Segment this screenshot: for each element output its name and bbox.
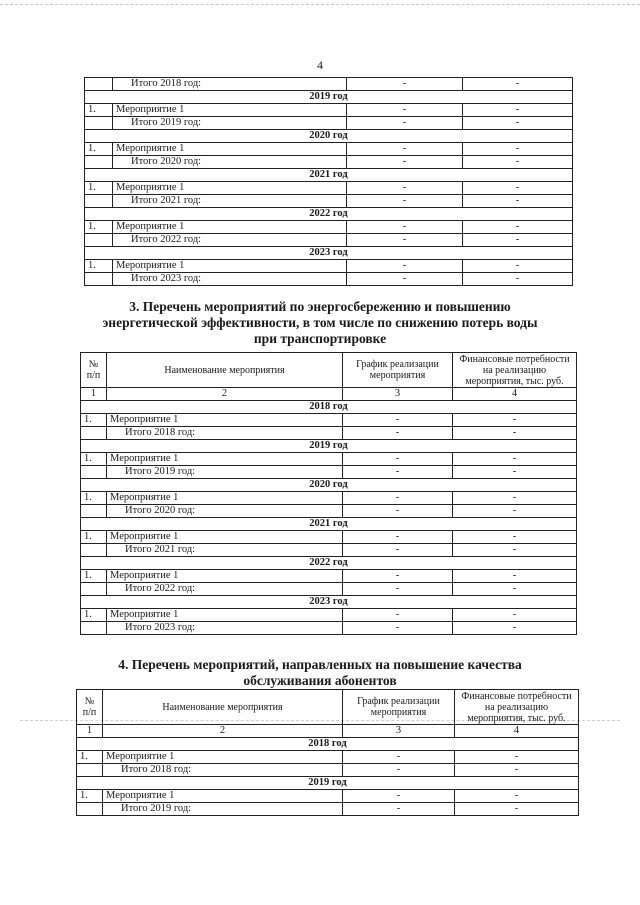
row-number <box>85 195 113 208</box>
total-row <box>85 117 573 130</box>
total-row <box>85 273 573 286</box>
finance-value: - <box>453 622 577 635</box>
section4-header-row <box>77 690 579 725</box>
total-row <box>81 544 577 557</box>
section3-title <box>0 299 640 347</box>
total-row <box>85 78 573 91</box>
event-name: Мероприятие 1 <box>113 182 347 195</box>
schedule-value: - <box>347 182 463 195</box>
colnum-1: 1 <box>81 388 107 401</box>
total-label: Итого 2020 год: <box>107 505 343 518</box>
year-row <box>85 91 573 104</box>
header-num: № п/п <box>77 690 103 725</box>
year-row <box>81 557 577 570</box>
total-row <box>81 583 577 596</box>
total-label: Итого 2021 год: <box>113 195 347 208</box>
schedule-value: - <box>347 221 463 234</box>
table-row <box>85 104 573 117</box>
year-label: 2019 год <box>77 777 579 790</box>
finance-value: - <box>453 414 577 427</box>
finance-value: - <box>453 583 577 596</box>
year-label: 2018 год <box>77 738 579 751</box>
row-number <box>85 117 113 130</box>
schedule-value: - <box>343 492 453 505</box>
schedule-value: - <box>343 453 453 466</box>
schedule-value: - <box>343 622 453 635</box>
finance-value: - <box>463 143 573 156</box>
schedule-value: - <box>343 751 455 764</box>
schedule-value: - <box>343 803 455 816</box>
finance-value: - <box>453 453 577 466</box>
row-number: 1. <box>81 531 107 544</box>
finance-value: - <box>463 182 573 195</box>
table-row <box>85 182 573 195</box>
row-number <box>81 622 107 635</box>
total-label: Итого 2018 год: <box>103 764 343 777</box>
row-number: 1. <box>77 751 103 764</box>
section4-table-body <box>77 738 579 816</box>
total-row <box>81 622 577 635</box>
colnum-4: 4 <box>453 388 577 401</box>
section4-colnum-row <box>77 725 579 738</box>
finance-value: - <box>463 195 573 208</box>
year-label: 2021 год <box>85 169 573 182</box>
schedule-value: - <box>347 260 463 273</box>
year-row <box>77 738 579 751</box>
finance-value: - <box>453 609 577 622</box>
total-row <box>85 156 573 169</box>
event-name: Мероприятие 1 <box>107 531 343 544</box>
schedule-value: - <box>347 78 463 91</box>
schedule-value: - <box>343 609 453 622</box>
total-row <box>81 505 577 518</box>
total-label: Итого 2018 год: <box>113 78 347 91</box>
header-schedule: График реализации мероприятия <box>343 353 453 388</box>
row-number: 1. <box>85 182 113 195</box>
colnum-1: 1 <box>77 725 103 738</box>
total-label: Итого 2022 год: <box>107 583 343 596</box>
finance-value: - <box>455 790 579 803</box>
finance-value: - <box>453 466 577 479</box>
header-name: Наименование мероприятия <box>103 690 343 725</box>
row-number: 1. <box>85 260 113 273</box>
header-schedule: График реализации мероприятия <box>343 690 455 725</box>
header-finance: Финансовые потребности на реализацию мероприятия, тыс. руб. <box>455 690 579 725</box>
row-number <box>85 156 113 169</box>
schedule-value: - <box>343 427 453 440</box>
finance-value: - <box>455 803 579 816</box>
event-name: Мероприятие 1 <box>113 260 347 273</box>
year-row <box>81 440 577 453</box>
finance-value: - <box>455 751 579 764</box>
table-continuation-body <box>85 78 573 286</box>
row-number: 1. <box>85 104 113 117</box>
schedule-value: - <box>343 570 453 583</box>
total-label: Итого 2022 год: <box>113 234 347 247</box>
row-number: 1. <box>85 143 113 156</box>
finance-value: - <box>453 570 577 583</box>
row-number: 1. <box>81 453 107 466</box>
section3-title-line2: энергетической эффективности, в том числе по снижению потерь воды <box>102 315 538 330</box>
year-row <box>85 169 573 182</box>
year-label: 2018 год <box>81 401 577 414</box>
finance-value: - <box>453 544 577 557</box>
row-number: 1. <box>77 790 103 803</box>
schedule-value: - <box>347 117 463 130</box>
row-number <box>77 803 103 816</box>
row-number <box>81 505 107 518</box>
finance-value: - <box>453 531 577 544</box>
page-number: 4 <box>317 58 323 72</box>
schedule-value: - <box>343 531 453 544</box>
table-row <box>81 492 577 505</box>
row-number <box>81 427 107 440</box>
total-row <box>85 234 573 247</box>
scan-artifact-line <box>0 4 640 5</box>
table-row <box>81 531 577 544</box>
schedule-value: - <box>347 195 463 208</box>
row-number <box>81 583 107 596</box>
schedule-value: - <box>343 583 453 596</box>
finance-value: - <box>463 221 573 234</box>
header-name: Наименование мероприятия <box>107 353 343 388</box>
table-row <box>85 143 573 156</box>
total-label: Итого 2021 год: <box>107 544 343 557</box>
year-label: 2023 год <box>81 596 577 609</box>
total-row <box>77 764 579 777</box>
year-row <box>81 518 577 531</box>
section3-title-line3: при транспортировке <box>253 331 387 346</box>
event-name: Мероприятие 1 <box>107 570 343 583</box>
schedule-value: - <box>343 544 453 557</box>
colnum-2: 2 <box>103 725 343 738</box>
section3-table <box>80 352 577 635</box>
colnum-2: 2 <box>107 388 343 401</box>
table-row <box>81 414 577 427</box>
event-name: Мероприятие 1 <box>103 790 343 803</box>
finance-value: - <box>453 492 577 505</box>
event-name: Мероприятие 1 <box>113 143 347 156</box>
total-row <box>81 427 577 440</box>
section4-title-line1: 4. Перечень мероприятий, направленных на повышение качества <box>118 657 522 672</box>
total-label: Итого 2018 год: <box>107 427 343 440</box>
row-number: 1. <box>81 492 107 505</box>
year-label: 2021 год <box>81 518 577 531</box>
event-name: Мероприятие 1 <box>113 104 347 117</box>
table-row <box>81 609 577 622</box>
total-label: Итого 2019 год: <box>103 803 343 816</box>
total-label: Итого 2019 год: <box>113 117 347 130</box>
finance-value: - <box>463 78 573 91</box>
event-name: Мероприятие 1 <box>107 453 343 466</box>
year-row <box>81 596 577 609</box>
year-label: 2023 год <box>85 247 573 260</box>
schedule-value: - <box>347 104 463 117</box>
schedule-value: - <box>347 273 463 286</box>
row-number: 1. <box>81 570 107 583</box>
finance-value: - <box>463 156 573 169</box>
year-label: 2022 год <box>85 208 573 221</box>
section4-title <box>0 657 640 689</box>
table-row <box>81 453 577 466</box>
schedule-value: - <box>343 790 455 803</box>
row-number <box>85 78 113 91</box>
row-number <box>81 544 107 557</box>
total-row <box>85 195 573 208</box>
year-label: 2019 год <box>81 440 577 453</box>
schedule-value: - <box>343 414 453 427</box>
section4-title-line2: обслуживания абонентов <box>243 673 397 688</box>
year-row <box>85 247 573 260</box>
year-row <box>81 401 577 414</box>
total-label: Итого 2023 год: <box>107 622 343 635</box>
table-row <box>77 751 579 764</box>
year-label: 2022 год <box>81 557 577 570</box>
event-name: Мероприятие 1 <box>113 221 347 234</box>
schedule-value: - <box>347 156 463 169</box>
row-number: 1. <box>81 609 107 622</box>
event-name: Мероприятие 1 <box>103 751 343 764</box>
event-name: Мероприятие 1 <box>107 492 343 505</box>
table-row <box>81 570 577 583</box>
header-num: № п/п <box>81 353 107 388</box>
schedule-value: - <box>343 505 453 518</box>
total-row <box>77 803 579 816</box>
schedule-value: - <box>343 466 453 479</box>
row-number <box>85 234 113 247</box>
section4-table <box>76 689 579 816</box>
schedule-value: - <box>347 234 463 247</box>
year-row <box>81 479 577 492</box>
year-label: 2020 год <box>85 130 573 143</box>
colnum-4: 4 <box>455 725 579 738</box>
finance-value: - <box>453 427 577 440</box>
table-row <box>85 221 573 234</box>
row-number <box>81 466 107 479</box>
finance-value: - <box>463 104 573 117</box>
colnum-3: 3 <box>343 725 455 738</box>
schedule-value: - <box>347 143 463 156</box>
table-continuation <box>84 77 573 286</box>
finance-value: - <box>453 505 577 518</box>
finance-value: - <box>455 764 579 777</box>
year-row <box>85 130 573 143</box>
schedule-value: - <box>343 764 455 777</box>
section3-colnum-row <box>81 388 577 401</box>
section3-header-row <box>81 353 577 388</box>
event-name: Мероприятие 1 <box>107 414 343 427</box>
event-name: Мероприятие 1 <box>107 609 343 622</box>
section3-title-line1: 3. Перечень мероприятий по энергосбережению и повышению <box>129 299 511 314</box>
colnum-3: 3 <box>343 388 453 401</box>
row-number <box>85 273 113 286</box>
header-finance: Финансовые потребности на реализацию мероприятия, тыс. руб. <box>453 353 577 388</box>
year-row <box>77 777 579 790</box>
total-label: Итого 2023 год: <box>113 273 347 286</box>
finance-value: - <box>463 260 573 273</box>
total-row <box>81 466 577 479</box>
total-label: Итого 2020 год: <box>113 156 347 169</box>
year-row <box>85 208 573 221</box>
finance-value: - <box>463 117 573 130</box>
finance-value: - <box>463 234 573 247</box>
row-number <box>77 764 103 777</box>
year-label: 2020 год <box>81 479 577 492</box>
total-label: Итого 2019 год: <box>107 466 343 479</box>
row-number: 1. <box>81 414 107 427</box>
finance-value: - <box>463 273 573 286</box>
row-number: 1. <box>85 221 113 234</box>
table-row <box>85 260 573 273</box>
section3-table-body <box>81 401 577 635</box>
year-label: 2019 год <box>85 91 573 104</box>
table-row <box>77 790 579 803</box>
